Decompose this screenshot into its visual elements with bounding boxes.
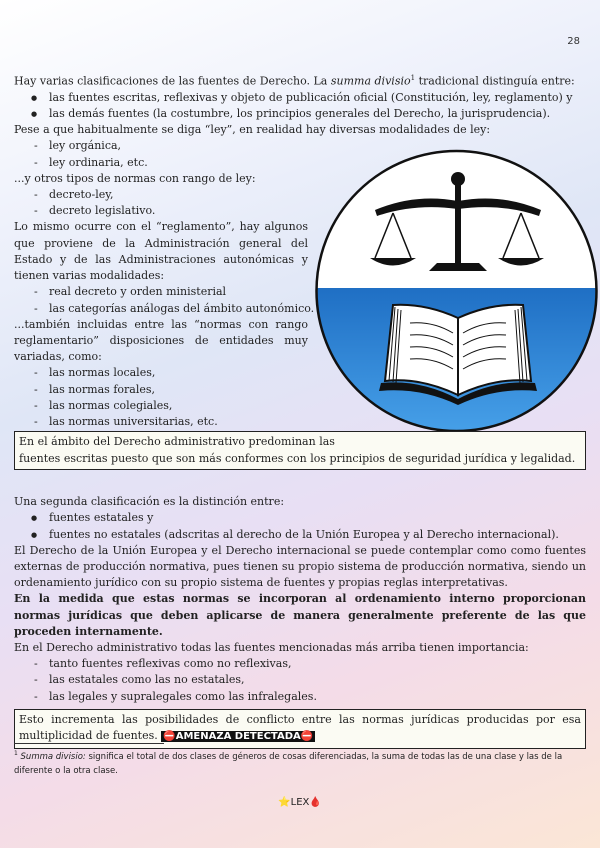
list-item: - las normas colegiales, [14,398,586,414]
list-item: - tanto fuentes reflexivas como no reflexivas, [14,656,586,672]
blood-drop-icon: 🩸 [309,797,322,808]
dash-list-rango-ley [14,187,586,219]
paragraph-rango-ley: ...y otros tipos de normas con rango de ley: [14,171,256,185]
paragraph-rango-reglamentario: ...también incluidas entre las “normas con rango reglamentario” disposiciones de entidades muy variadas, como: [14,317,308,364]
list-item: - las legales y supralegales como las infralegales. [14,689,586,705]
list-item: - las categorías análogas del ámbito autonómico. [14,301,586,317]
star-icon: ⭐ [278,797,291,808]
threat-badge: ⛔AMENAZA DETECTADA⛔ [163,731,314,743]
list-item: ● las demás fuentes (la costumbre, los principios generales del Derecho, la jurisprudencia). [14,106,586,122]
footnote-number: 1 [14,750,18,757]
highlight-box-derecho-administrativo: En el ámbito del Derecho administrativo predominan las fuentes escritas puesto que son más conformes con los principios de seguridad jurídica y legalidad. [14,431,586,470]
stop-icon: ⛔ [300,731,314,743]
footer-text: LEX [290,797,310,808]
dash-list-reglamento [14,284,586,316]
list-item: ● fuentes estatales y [14,510,586,526]
footnote-ref: 1 [410,74,416,82]
bullet-list-fuentes [14,90,586,122]
summa-divisio-term: summa divisio [330,74,411,88]
stop-icon: ⛔ [163,731,176,743]
list-item: - ley orgánica, [14,138,586,154]
bullet-list-estatales [14,510,586,542]
paragraph-reglamento: Lo mismo ocurre con el “reglamento”, hay algunos que proviene de la Administración general del Estado y de las Administraciones autonómicas y tienen varias modalidades: [14,220,308,283]
highlight-box-conflicto: Esto incrementa las posibilidades de conflicto entre las normas jurídicas producidas por esa multiplicidad de fuentes. ⛔AMENAZA DETECTADA⛔ [14,709,586,749]
list-item: - las normas forales, [14,382,586,398]
footnote-term: Summa divisio: [20,751,86,762]
list-item: - decreto legislativo. [14,203,586,219]
page-number: 28 [567,36,580,47]
paragraph-segunda-clasificacion: Una segunda clasificación es la distinción entre: [14,495,285,509]
list-item: - las normas universitarias, etc. [14,414,586,430]
footnote-text: significa el total de dos clases de géneros de cosas diferenciadas, la suma de todas las de una clase y las de la diferente o la otra clase. [14,751,563,776]
dash-list-ley [14,138,586,170]
page-content [14,70,586,749]
paragraph-importancia: En el Derecho administrativo todas las fuentes mencionadas más arriba tienen importancia: [14,640,529,654]
intro-paragraph: Hay varias clasificaciones de las fuentes de Derecho. La summa divisio$^1$ tradicional distinguía entre: [14,74,575,88]
paragraph-ley: Pese a que habitualmente se diga “ley”, en realidad hay diversas modalidades de ley: [14,123,491,137]
paragraph-bold-incorporacion: En la medida que estas normas se incorporan al ordenamiento interno proporcionan normas jurídicas que deben aplicarse de manera generalmente preferente de las que proceden internamente. [14,592,586,638]
list-item: ● fuentes no estatales (adscritas al derecho de la Unión Europea y al Derecho internacional). [14,527,586,543]
list-item: - las normas locales, [14,365,586,381]
paragraph-derecho-ue: El Derecho de la Unión Europea y el Derecho internacional se puede contemplar como como fuentes externas de producción normativa, pues tienen su propio sistema de producción normativa, siendo un ordenamiento jurídico con su propio sistema de fuentes y propias reglas interpretativas. [14,543,586,590]
list-item: ● las fuentes escritas, reflexivas y objeto de publicación oficial (Constitución, ley, reglamento) y [14,90,586,106]
footnote-divider [14,743,164,744]
list-item: - real decreto y orden ministerial [14,284,586,300]
list-item: - las estatales como las no estatales, [14,672,586,688]
list-item: - ley ordinaria, etc. [14,155,586,171]
dash-list-fuentes-importancia [14,656,586,705]
dash-list-entidades [14,365,586,430]
list-item: - decreto-ley, [14,187,586,203]
footer-lex [0,797,600,808]
footnote [14,743,586,778]
